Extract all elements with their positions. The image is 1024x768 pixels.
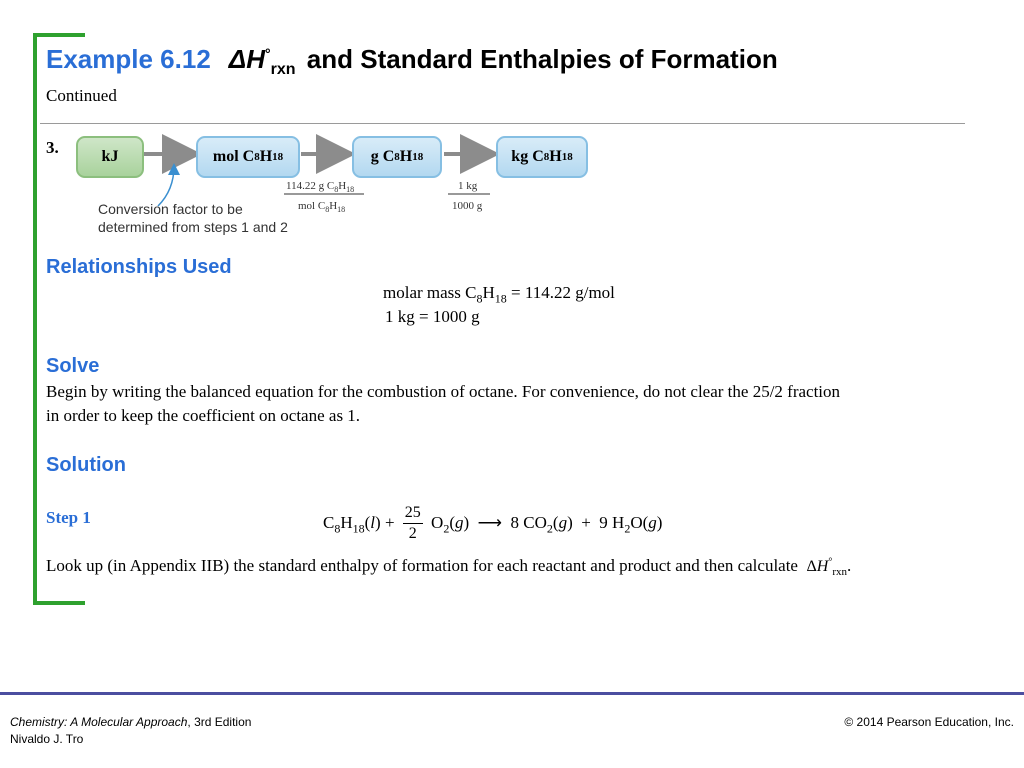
example-number: Example 6.12 <box>46 44 211 74</box>
step-number: 3. <box>46 138 59 157</box>
lookup-text: Look up (in Appendix IIB) the standard enthalpy of formation for each reactant and product and then calculate $\Delta H^\circ_{rxn}$. <box>46 556 852 579</box>
solve-line-1: Begin by writing the balanced equation for the combustion of octane. For convenience, do not clear the 25/2 fraction <box>46 382 841 401</box>
solve-line-2: in order to keep the coefficient on octane as 1. <box>46 406 361 425</box>
footer-author: Nivaldo J. Tro <box>10 732 84 746</box>
solution-heading: Solution <box>46 454 126 476</box>
delta-h-rxn-inline: $\Delta H^\circ_{rxn}$ <box>806 556 848 579</box>
relationships-heading: Relationships Used <box>46 256 232 278</box>
flow-box-mol-c8h18: mol C 8 H 18 <box>196 136 300 178</box>
fraction-25-2: $\frac{25}{2}$ <box>404 503 421 542</box>
header-divider <box>40 123 965 124</box>
footer-divider <box>0 692 1024 695</box>
factor1-denominator: mol $C_8H_{18}$ <box>298 200 346 215</box>
factor2-denominator: 1000 g <box>452 200 483 212</box>
footer-book: Chemistry: A Molecular Approach, 3rd Edition <box>10 715 252 729</box>
callout-text: Conversion factor to be determined from steps 1 and 2 <box>98 201 288 235</box>
combustion-equation: $C_8H_{18}(l)$ + $\frac{25}{2}$ $O_2(g)$ ⟶ 8 $CO_2(g) + 9$ $H_2O(g)$ <box>323 503 663 542</box>
flow-box-kg-c8h18: kg C 8 H 18 <box>496 136 588 178</box>
subtitle-continued: Continued <box>46 86 117 105</box>
flow-box-kj: kJ <box>76 136 144 178</box>
slide-frame-top <box>33 33 85 37</box>
slide-frame-bottom <box>33 601 85 605</box>
solve-heading: Solve <box>46 355 100 377</box>
factor2-numerator: 1 kg <box>458 180 478 192</box>
footer-copyright: © 2014 Pearson Education, Inc. <box>844 715 1014 729</box>
delta-h-rxn-symbol: $\Delta H^\circ_{rxn}$ <box>228 44 296 79</box>
slide-title <box>46 44 778 79</box>
factor1-numerator: 114.22 g $C_8H_{18}$ <box>286 180 355 195</box>
relationship-kg-g: 1 kg = 1000 g <box>385 307 480 326</box>
step1-label: Step 1 <box>46 508 91 527</box>
flow-box-g-c8h18: g C 8 H 18 <box>352 136 442 178</box>
slide-frame-left <box>33 33 37 605</box>
relationship-molar-mass: molar mass $C_8H_{18} = 114.22$ g/mol <box>383 283 615 306</box>
title-text: and Standard Enthalpies of Formation <box>306 44 778 74</box>
